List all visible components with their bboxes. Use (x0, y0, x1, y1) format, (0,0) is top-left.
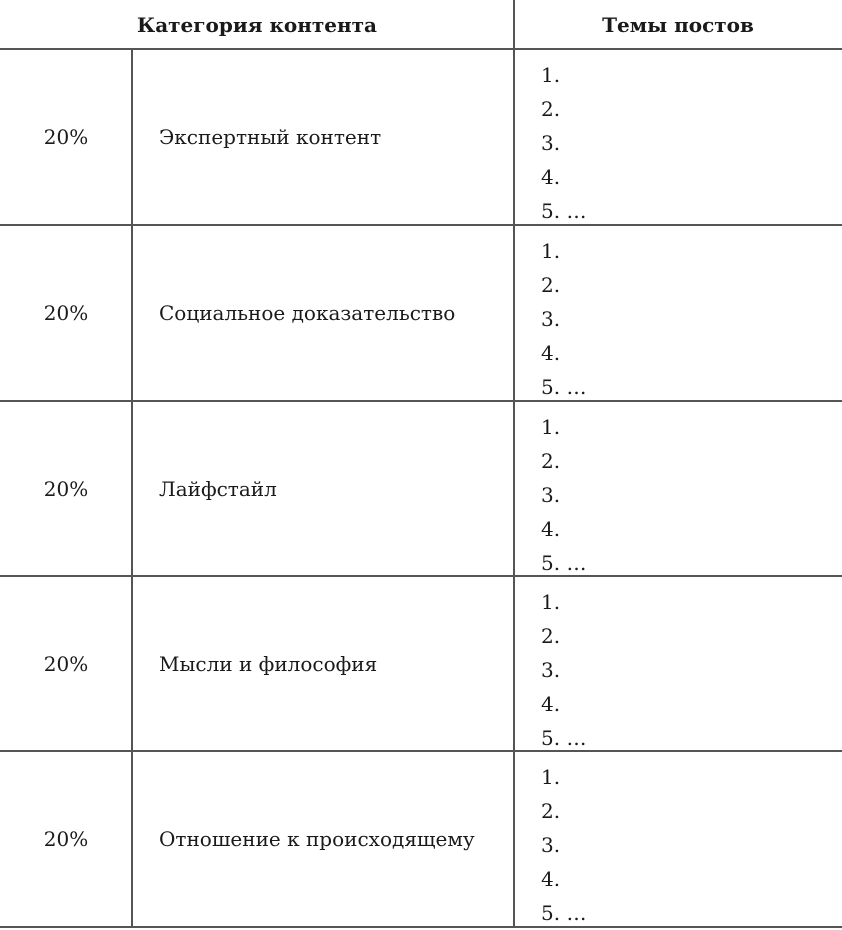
topic-item: 3. (541, 483, 561, 507)
category-cell: Экспертный контент (159, 124, 382, 149)
topics-list (541, 234, 586, 404)
topic-item: 2. (541, 624, 561, 648)
topic-item: 4. (541, 867, 561, 891)
topic-item: 1. (541, 239, 561, 263)
topics-list (541, 410, 586, 580)
category-cell: Социальное доказательство (159, 300, 456, 325)
percent-cell: 20% (43, 476, 89, 501)
percent-cell: 20% (43, 124, 89, 149)
percent-cell: 20% (43, 651, 89, 676)
topic-item: 2. (541, 273, 561, 297)
table-header (0, 0, 842, 49)
category-cell: Лайфстайл (159, 476, 277, 501)
topic-item: 4. (541, 692, 561, 716)
topic-item: 1. (541, 765, 561, 789)
topic-item: 4. (541, 517, 561, 541)
topic-item: 2. (541, 799, 561, 823)
topic-item: 5. … (541, 726, 587, 750)
topics-list (541, 58, 586, 228)
header-topics: Темы постов (602, 12, 754, 37)
divider (0, 926, 842, 928)
table-row (0, 225, 842, 400)
table-row (0, 49, 842, 224)
topic-item: 3. (541, 658, 561, 682)
header-category: Категория контента (137, 12, 377, 37)
table-row (0, 401, 842, 576)
topic-item: 1. (541, 590, 561, 614)
topic-item: 5. … (541, 551, 587, 575)
percent-cell: 20% (43, 826, 89, 851)
table-row (0, 576, 842, 751)
topic-item: 5. … (541, 901, 587, 925)
topic-item: 1. (541, 63, 561, 87)
topics-list (541, 585, 586, 755)
topic-item: 5. … (541, 375, 587, 399)
topic-item: 4. (541, 341, 561, 365)
topic-item: 3. (541, 131, 561, 155)
topic-item: 2. (541, 449, 561, 473)
topics-list (541, 760, 586, 930)
topic-item: 3. (541, 307, 561, 331)
percent-cell: 20% (43, 300, 89, 325)
topic-item: 5. … (541, 199, 587, 223)
topic-item: 2. (541, 97, 561, 121)
category-cell: Отношение к происходящему (159, 826, 475, 851)
topic-item: 4. (541, 165, 561, 189)
topic-item: 3. (541, 833, 561, 857)
table-row (0, 751, 842, 926)
topic-item: 1. (541, 415, 561, 439)
category-cell: Мысли и философия (159, 651, 378, 676)
